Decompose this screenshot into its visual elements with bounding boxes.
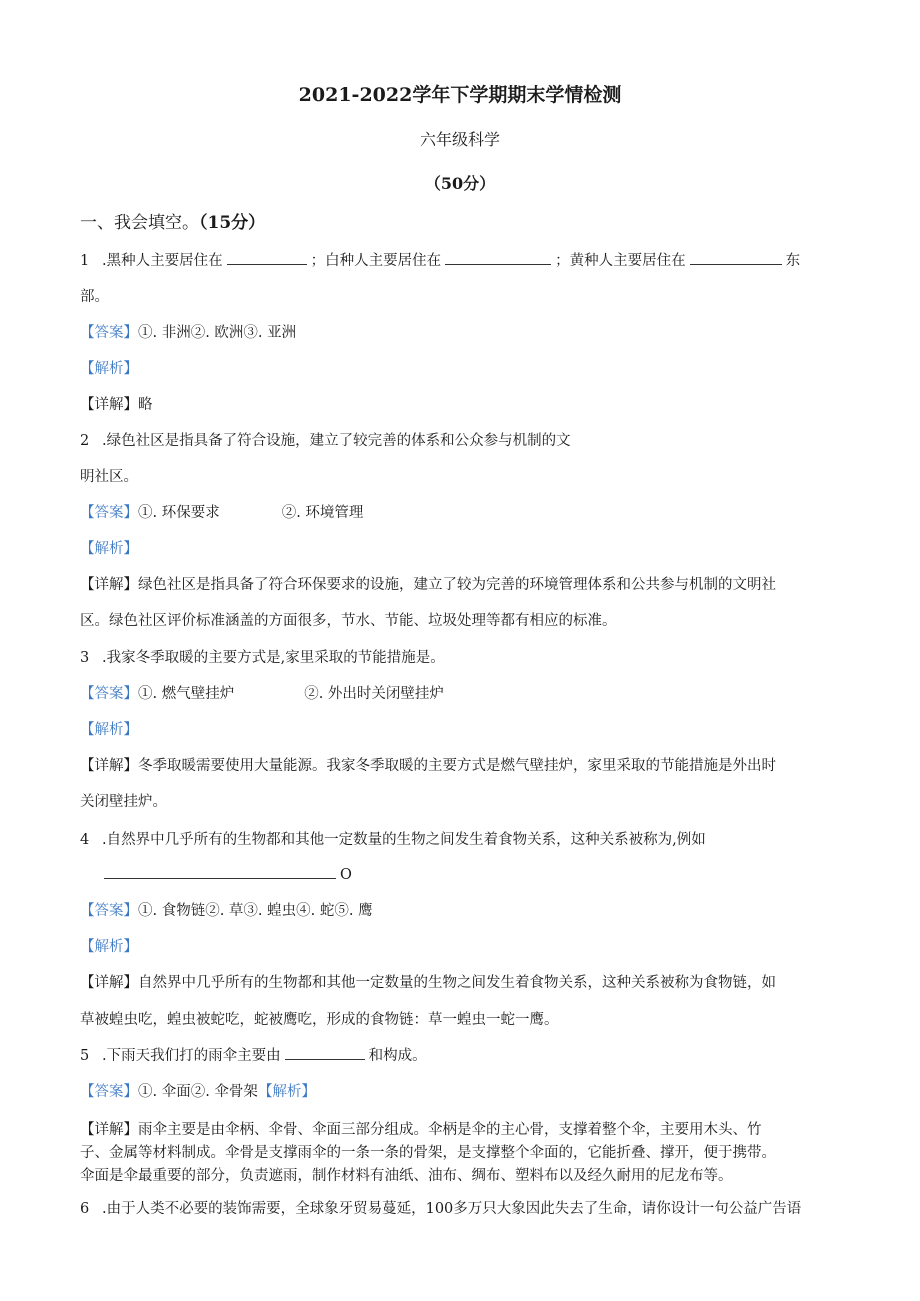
analysis-tag: 【解析】 (257, 1084, 316, 1100)
question-text: 和构成。 (368, 1048, 427, 1064)
page-title: 2021-2022学年下学期期末学情检测 (298, 84, 622, 106)
answer-text: ①. 食物链②. 草③. 蝗虫④. 蛇⑤. 鹰 (138, 903, 373, 919)
page-subtitle: 六年级科学 (419, 130, 500, 149)
detail-line (80, 1118, 762, 1139)
question-text: O (340, 867, 352, 883)
question-1-continued: 部。 (80, 289, 109, 305)
question-1 (80, 249, 800, 270)
question-text: .绿色社区是指具备了符合设施，建立了较完善的体系和公众参与机制的文 (102, 433, 571, 449)
answer-line (80, 501, 363, 522)
answer-blank (227, 250, 307, 265)
answer-line (80, 682, 444, 703)
detail-text: 冬季取暖需要使用大量能源。我家冬季取暖的主要方式是燃气壁挂炉，家里采取的节能措施是外出时 (138, 758, 776, 774)
detail-text: 绿色社区是指具备了符合环保要求的设施，建立了较为完善的环境管理体系和公共参与机制的文明社 (138, 577, 776, 593)
detail-line (80, 754, 776, 775)
detail-line (80, 573, 776, 594)
section-label: 一、我会填空。 (80, 213, 199, 233)
question-text: 东 (785, 253, 801, 269)
answer-tag: 【答案】 (80, 505, 138, 521)
answer-tag: 【答案】 (80, 325, 138, 341)
answer-blank (104, 864, 336, 879)
detail-line-continued: 伞面是伞最重要的部分，负责遮雨，制作材料有油纸、油布、绸布、塑料布以及经久耐用的尼龙布等。 (80, 1168, 733, 1184)
answer-text: ②. 环境管理 (281, 505, 364, 521)
detail-line (80, 393, 153, 414)
detail-text: 略 (138, 397, 153, 413)
section-points: （15分） (199, 213, 266, 233)
question-text: ；黄种人主要居住在 (555, 253, 686, 269)
detail-tag: 【详解】 (80, 1122, 138, 1138)
question-number: 1 (80, 253, 90, 269)
detail-line-continued: 子、金属等材料制成。伞骨是支撑雨伞的一条一条的骨架，是支撑整个伞面的，它能折叠、撑开，便于携带。 (80, 1145, 776, 1161)
answer-tag: 【答案】 (80, 903, 138, 919)
answer-line (80, 321, 296, 342)
detail-text: 自然界中几乎所有的生物都和其他一定数量的生物之间发生着食物关系，这种关系被称为食物链，如 (138, 975, 776, 991)
detail-tag: 【详解】 (80, 758, 138, 774)
analysis-tag: 【解析】 (80, 541, 138, 557)
total-score: （50分） (424, 174, 496, 193)
detail-tag: 【详解】 (80, 975, 138, 991)
question-number: 6 (80, 1201, 90, 1217)
question-5 (80, 1044, 427, 1065)
analysis-tag: 【解析】 (80, 361, 138, 377)
answer-blank (690, 250, 782, 265)
analysis-tag: 【解析】 (80, 939, 138, 955)
answer-text: ②. 外出时关闭壁挂炉 (304, 686, 444, 702)
detail-line-continued: 区。绿色社区评价标准涵盖的方面很多，节水、节能、垃圾处理等都有相应的标准。 (80, 613, 617, 629)
question-3 (80, 646, 445, 667)
question-4 (80, 828, 706, 849)
answer-tag: 【答案】 (80, 686, 138, 702)
question-2-continued: 明社区。 (80, 469, 138, 485)
question-4-blank-line (104, 864, 352, 883)
answer-text: ①. 伞面②. 伞骨架 (138, 1084, 258, 1100)
answer-blank (445, 250, 551, 265)
question-text: ；白种人主要居住在 (310, 253, 442, 269)
detail-tag: 【详解】 (80, 577, 138, 593)
answer-line (80, 1080, 316, 1101)
analysis-tag: 【解析】 (80, 722, 138, 738)
question-text: .自然界中几乎所有的生物都和其他一定数量的生物之间发生着食物关系，这种关系被称为,例如 (102, 832, 706, 848)
question-number: 4 (80, 832, 90, 848)
question-number: 5 (80, 1048, 90, 1064)
answer-text: ①. 燃气壁挂炉 (138, 686, 235, 702)
question-2 (80, 429, 571, 450)
detail-text: 雨伞主要是由伞柄、伞骨、伞面三部分组成。伞柄是伞的主心骨，支撑着整个伞，主要用木头、竹 (138, 1122, 762, 1138)
section-heading (80, 208, 265, 233)
question-text: .黑种人主要居住在 (102, 253, 223, 269)
answer-text: ①. 环保要求 (138, 505, 220, 521)
question-6 (80, 1197, 801, 1218)
detail-line-continued: 草被蝗虫吃，蝗虫被蛇吃，蛇被鹰吃，形成的食物链：草一蝗虫一蛇一鹰。 (80, 1012, 559, 1028)
answer-tag: 【答案】 (80, 1084, 138, 1100)
detail-line (80, 971, 776, 992)
answer-blank (285, 1045, 365, 1060)
question-text: .下雨天我们打的雨伞主要由 (102, 1048, 281, 1064)
detail-line-continued: 关闭壁挂炉。 (80, 794, 167, 810)
question-number: 2 (80, 433, 90, 449)
question-number: 3 (80, 650, 90, 666)
answer-line (80, 899, 373, 920)
question-text: .我家冬季取暖的主要方式是,家里采取的节能措施是。 (102, 650, 445, 666)
detail-tag: 【详解】 (80, 397, 138, 413)
question-text: .由于人类不必要的装饰需要，全球象牙贸易蔓延，100多万只大象因此失去了生命，请你设计一句公益广告语 (102, 1201, 802, 1217)
answer-text: ①. 非洲②. 欧洲③. 亚洲 (138, 325, 297, 341)
